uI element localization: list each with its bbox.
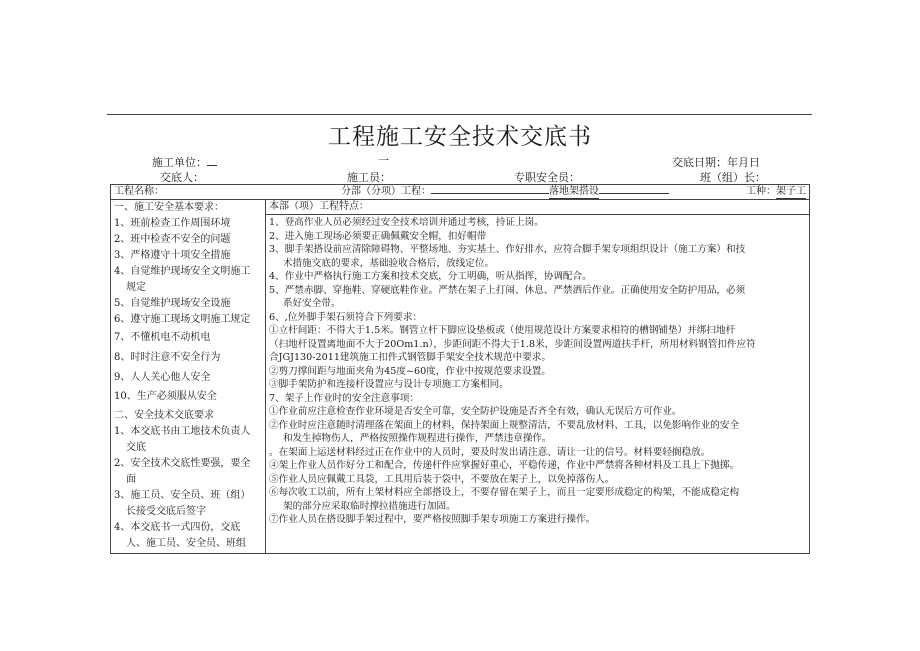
right-item: 和发生掉物伤人，严格按照操作规程进行操作，严禁违章操作。 xyxy=(283,433,552,444)
left-item: 4、本交底书一式四份，交底 xyxy=(114,522,241,533)
left-item: 8、时时注意不安全行为 xyxy=(114,352,221,363)
right-item: 6、,位外脚手架石须符合下列要求： xyxy=(269,311,423,323)
content-row xyxy=(111,200,810,554)
left-item: 2、安全技术交底性要强，要全 xyxy=(114,458,251,469)
features-column xyxy=(266,200,810,554)
presenter-field: 交底人： xyxy=(160,171,204,184)
left-item: 2、班中检查不安全的问题 xyxy=(114,234,231,245)
left-item: 1、本交底书由工地技术负责人 xyxy=(114,426,251,437)
right-item: ⑥每次收工以前，所有上架材料应全部搭设上，不要存留在架子上，而且一定要形成稳定的构架，不能成稳定构 xyxy=(269,487,740,498)
page-title: 工程施工安全技术交底书 xyxy=(328,124,592,150)
requirements-column xyxy=(111,200,266,554)
left-item: 二、安全技术交底要求 xyxy=(114,410,214,421)
handover-date: 交底日期：年月日 xyxy=(672,156,760,169)
left-item: 9、人人关心他人安全 xyxy=(114,372,211,383)
right-item: 3、脚手架搭设前应清除障碍物、平整场地、夯实基土、作好排水，应符合脚手架专项组织设计（施工方案）和技 xyxy=(269,244,746,255)
right-item: ⑤作业人员应佩戴工具袋，工具用后装于袋中，不要放在架子上，以免掉落伤人。 xyxy=(269,473,615,485)
right-item: ②作业时应注意随时清理落在架面上的材料，保持架面上规整清洁，不要乱放材料、工具，以免影响作业的安全 xyxy=(269,419,740,431)
left-item: 规定 xyxy=(126,282,146,293)
trade-value: 架子工 xyxy=(776,186,806,197)
left-item: 6、遵守施工现场文明施工规定 xyxy=(114,314,251,325)
right-item: 2、进入施工现场必须要正确佩戴安全帽，扣好帽带 xyxy=(269,230,487,242)
constructor-field: 施工员： xyxy=(347,171,391,184)
left-item: 3、严格遵守十项安全措施 xyxy=(114,250,231,261)
right-item: 架的部分应采取临时撑拉措施进行加固。 xyxy=(283,500,456,512)
subproject-label: 分部（分项）工程： xyxy=(341,186,431,197)
right-item: 5、严禁赤脚、穿拖鞋、穿硬底鞋作业。严禁在架子上打闹、休息、严禁洒后作业。正确使用安全防护用品，必须 xyxy=(269,284,746,296)
left-item: 3、施工员、安全员、班（组） xyxy=(114,490,251,501)
left-item: 7、不懂机电不动机电 xyxy=(114,332,211,343)
right-item: 术措施交底的要求，基础验收合格后，放线定位。 xyxy=(283,257,495,269)
team-leader-field: 班（组）长： xyxy=(700,171,766,184)
right-item: ①立杆间距：不得大于1.5米。钢管立杆下脚应设垫板或（使用规范设计方案要求相符的槽钢铺垫）并绑扫地杆 xyxy=(269,325,736,336)
left-item: 5、自觉维护现场安全设施 xyxy=(114,298,231,309)
right-item: 系好安全带。 xyxy=(283,298,341,309)
right-item: ④架上作业人员作好分工和配合，传递杆件应掌握好重心，平稳传递，作业中严禁将各种材料及工具上下抛掷。 xyxy=(269,460,740,471)
right-item: 7、架子上作业时的安全注意事项： xyxy=(269,392,420,404)
construction-unit xyxy=(152,154,217,170)
left-item: 交底 xyxy=(126,442,146,453)
left-item: 10、生产必须服从安全 xyxy=(114,391,217,402)
construction-unit-value xyxy=(207,165,217,166)
top-rule xyxy=(107,114,812,115)
right-item: （扫地杆设置离地面不大于20Om1.n），步距间距不得大于1.8米，步距间设置两道扶手杆，所用材料钢管扣件应符 xyxy=(269,338,756,350)
project-info-row xyxy=(111,185,810,200)
left-item: 面 xyxy=(126,474,136,485)
left-item: 长接受交底后签字 xyxy=(126,506,206,517)
safety-officer-field: 专职安全员： xyxy=(514,171,580,184)
subproject-value: 落地架搭设 xyxy=(549,186,599,197)
project-name-field: 工程名称： xyxy=(114,186,164,197)
left-item: 4、自觉维护现场安全文明施工 xyxy=(114,266,251,277)
right-item: 。在架面上运送材料经过正在作业中的人员时，要及时发出请注意、请让一让的信号。材料要轻搁稳放。 xyxy=(269,446,711,458)
trade-label: 工种： xyxy=(746,186,776,197)
right-item: 1、登高作业人员必须经过安全技术培训并通过考核，持证上岗。 xyxy=(269,217,544,228)
right-item: 4、作业中严格执行施工方案和技术交底，分工明确，听从指挥，协调配合。 xyxy=(269,271,592,282)
construction-unit-label: 施工单位： xyxy=(152,156,207,169)
right-item: 合JGJ130-2011建筑施工扣件式钢管脚手架安全技术规范中要求。 xyxy=(269,352,551,363)
handover-table xyxy=(110,184,810,554)
left-item: 1、班前检查工作周围环境 xyxy=(114,218,231,229)
dash-mark: 一 xyxy=(378,154,389,167)
left-item: 人、施工员、安全员、班组 xyxy=(126,538,246,549)
right-item: ⑦作业人员在搭设脚手架过程中，要严格按照脚手架专项施工方案进行操作。 xyxy=(269,514,596,525)
left-item: 一、施工安全基本要求： xyxy=(114,202,224,213)
right-item: ②剪刀撑间距与地面夹角为45度~60度，作业中按规范要求设置。 xyxy=(269,365,551,377)
features-title: 本部（项）工程特点： xyxy=(266,200,809,215)
right-item: ①作业前应注意检查作业环境是否安全可靠，安全防护设施是否齐全有效，确认无误后方可作业。 xyxy=(269,406,682,417)
right-item: ③脚手架防护和连接杆设置应与设计专项施工方案相同。 xyxy=(269,379,509,390)
